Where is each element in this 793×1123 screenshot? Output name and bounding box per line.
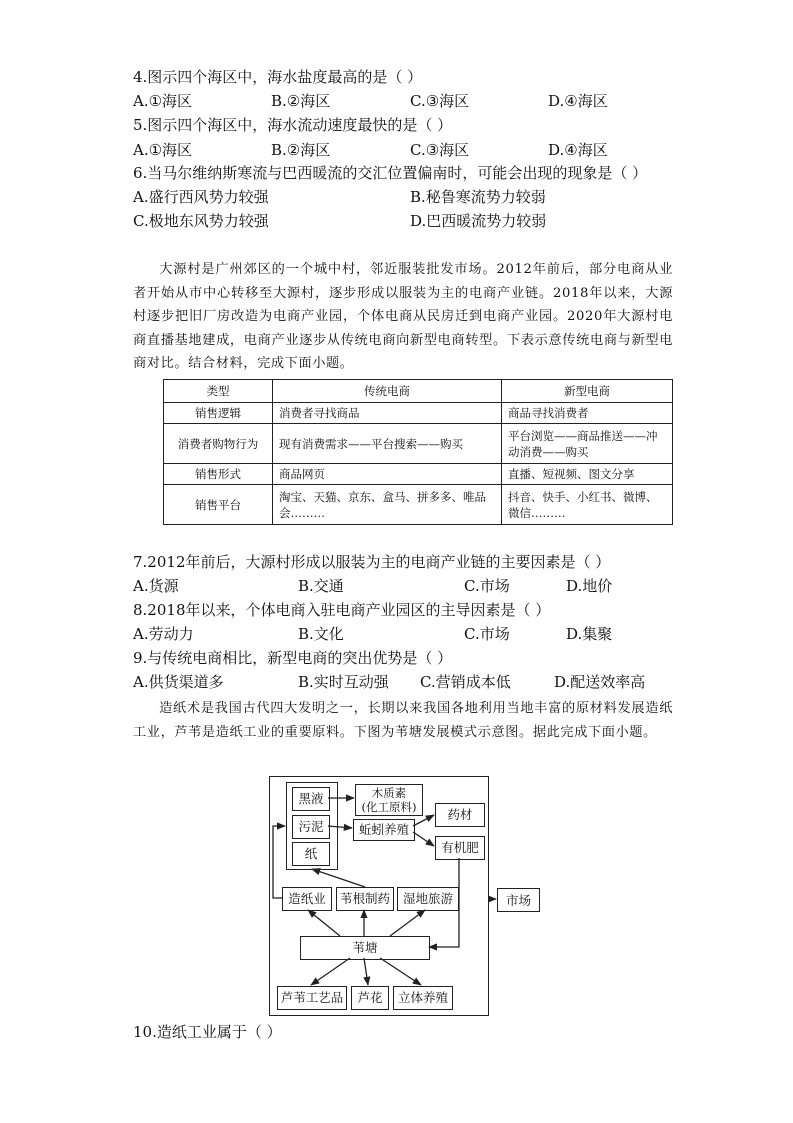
- table-cell: 淘宝、天猫、京东、盒马、拼多多、唯品会………: [273, 485, 502, 525]
- table-cell: 消费者购物行为: [164, 424, 273, 464]
- question-8-stem: 8.2018年以来，个体电商入驻电商产业园区的主导因素是（ ）: [133, 601, 551, 619]
- table-cell: 平台浏览——商品推送——冲动消费——购买: [502, 424, 673, 464]
- passage-papermaking-text: 造纸术是我国古代四大发明之一，长期以来我国各地利用当地丰富的原材料发展造纸工业，芦苇是造纸工业的重要原料。下图为苇塘发展模式示意图。据此完成下面小题。: [133, 701, 673, 740]
- box-medicinal: 药材: [435, 803, 485, 827]
- box-fertilizer: 有机肥: [435, 836, 485, 860]
- table-cell: 商品网页: [273, 464, 502, 485]
- q9-option-d: D.配送效率高: [554, 673, 646, 691]
- q6-option-b: B.秘鲁寒流势力较弱: [410, 188, 546, 206]
- q5-option-b: B.②海区: [271, 141, 331, 159]
- q4-option-a: A.①海区: [133, 92, 193, 110]
- box-reed-pond: 苇塘: [300, 936, 430, 960]
- passage-dayuan-village: [133, 258, 673, 376]
- box-paper: 纸: [292, 842, 330, 866]
- q8-option-d: D.集聚: [566, 625, 613, 643]
- table-cell: 消费者寻找商品: [273, 403, 502, 424]
- table-header-type: 类型: [164, 380, 273, 403]
- box-reed-root-medicine: 苇根制药: [336, 887, 394, 911]
- box-earthworm: 蚯蚓养殖: [353, 819, 415, 841]
- box-lignin: 木质素 (化工原料): [355, 784, 423, 816]
- ecommerce-comparison-table: [163, 379, 673, 525]
- q6-option-a: A.盛行西风势力较强: [133, 188, 269, 206]
- box-reed-crafts: 芦苇工艺品: [277, 986, 347, 1010]
- q7-option-b: B.交通: [298, 577, 344, 595]
- table-row: [164, 424, 673, 464]
- q8-option-c: C.市场: [464, 625, 510, 643]
- box-3d-farming: 立体养殖: [393, 986, 453, 1010]
- table-cell: 抖音、快手、小红书、微博、微信………: [502, 485, 673, 525]
- table-row: [164, 403, 673, 424]
- q6-option-c: C.极地东风势力较强: [133, 212, 269, 230]
- table-cell: 销售平台: [164, 485, 273, 525]
- box-sludge: 污泥: [292, 815, 330, 839]
- question-4-stem: 4.图示四个海区中，海水盐度最高的是（ ）: [133, 68, 423, 86]
- table-header-traditional: 传统电商: [273, 380, 502, 403]
- q7-option-d: D.地价: [566, 577, 613, 595]
- question-9-stem: 9.与传统电商相比，新型电商的突出优势是（ ）: [133, 649, 453, 667]
- q5-option-a: A.①海区: [133, 141, 193, 159]
- q7-option-a: A.货源: [133, 577, 179, 595]
- q5-option-d: D.④海区: [548, 141, 608, 159]
- table-header-row: [164, 380, 673, 403]
- q8-option-b: B.文化: [298, 625, 344, 643]
- q7-option-c: C.市场: [464, 577, 510, 595]
- box-wetland-tourism: 湿地旅游: [397, 887, 459, 911]
- question-7-stem: 7.2012年前后，大源村形成以服装为主的电商产业链的主要因素是（ ）: [133, 553, 611, 571]
- table-header-new: 新型电商: [502, 380, 673, 403]
- box-papermaking-industry: 造纸业: [282, 887, 332, 911]
- question-6-stem: 6.当马尔维纳斯寒流与巴西暖流的交汇位置偏南时，可能会出现的现象是（ ）: [133, 164, 648, 182]
- q9-option-c: C.营销成本低: [420, 673, 511, 691]
- q4-option-b: B.②海区: [271, 92, 331, 110]
- table-cell: 商品寻找消费者: [502, 403, 673, 424]
- box-black-liquor: 黑液: [292, 787, 330, 811]
- question-5-stem: 5.图示四个海区中，海水流动速度最快的是（ ）: [133, 116, 453, 134]
- q4-option-c: C.③海区: [410, 92, 470, 110]
- q6-option-d: D.巴西暖流势力较弱: [410, 212, 547, 230]
- table-cell: 销售逻辑: [164, 403, 273, 424]
- box-reed-flower: 芦花: [351, 986, 389, 1010]
- question-10-stem: 10.造纸工业属于（ ）: [133, 1023, 282, 1041]
- table-row: [164, 485, 673, 525]
- q9-option-a: A.供货渠道多: [133, 673, 224, 691]
- passage-dayuan-text: 大源村是广州郊区的一个城中村，邻近服装批发市场。2012年前后，部分电商从业者开始从市中心转移至大源村，逐步形成以服装为主的电商产业链。2018年以来，大源村逐步把旧厂房改造为电商产业园，个体电商从民房迁到电商产业园。2020年大源村电商直播基地建成，电商产业逐步从传统电商向新型电商转型。下表示意传统电商与新型电商对比。结合材料，完成下面小题。: [133, 262, 673, 372]
- table-cell: 直播、短视频、图文分享: [502, 464, 673, 485]
- box-market: 市场: [497, 888, 540, 912]
- table-cell: 销售形式: [164, 464, 273, 485]
- q9-option-b: B.实时互动强: [298, 673, 389, 691]
- q4-option-d: D.④海区: [548, 92, 608, 110]
- q8-option-a: A.劳动力: [133, 625, 194, 643]
- q5-option-c: C.③海区: [410, 141, 470, 159]
- table-row: [164, 464, 673, 485]
- passage-papermaking: [133, 697, 673, 744]
- table-cell: 现有消费需求——平台搜索——购买: [273, 424, 502, 464]
